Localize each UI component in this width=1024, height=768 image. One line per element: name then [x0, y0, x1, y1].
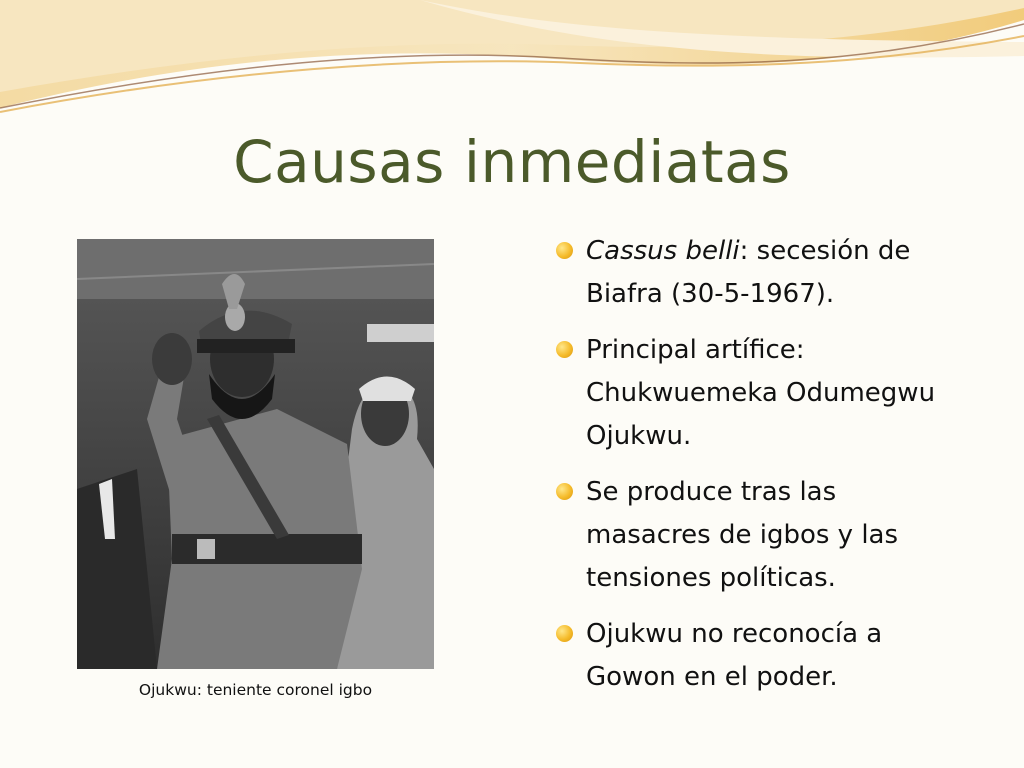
photo-ojukwu-icon	[77, 239, 434, 669]
bullet-text: Se produce tras las masacres de igbos y las tensiones políticas.	[586, 477, 899, 593]
bullet-item	[555, 230, 955, 316]
bullet-italic-text: Cassus belli	[586, 236, 740, 266]
header-swoosh-decoration	[0, 0, 1024, 130]
bullet-text: : secesión de Biafra (30-5-1967).	[586, 236, 911, 309]
photo-caption: Ojukwu: teniente coronel igbo	[138, 681, 373, 699]
bullet-item	[555, 329, 955, 458]
slide-title: Causas inmediatas	[233, 128, 791, 196]
bullet-text: Principal artífice: Chukwuemeka Odumegwu Ojukwu.	[586, 335, 936, 451]
bullet-item	[555, 613, 955, 699]
bullet-text: Ojukwu no reconocía a Gowon en el poder.	[586, 619, 883, 692]
bullet-icon	[556, 483, 573, 500]
bullet-icon	[556, 625, 573, 642]
bullet-icon	[556, 242, 573, 259]
bullet-icon	[556, 341, 573, 358]
bullet-list	[555, 230, 955, 712]
bullet-item	[555, 471, 955, 600]
